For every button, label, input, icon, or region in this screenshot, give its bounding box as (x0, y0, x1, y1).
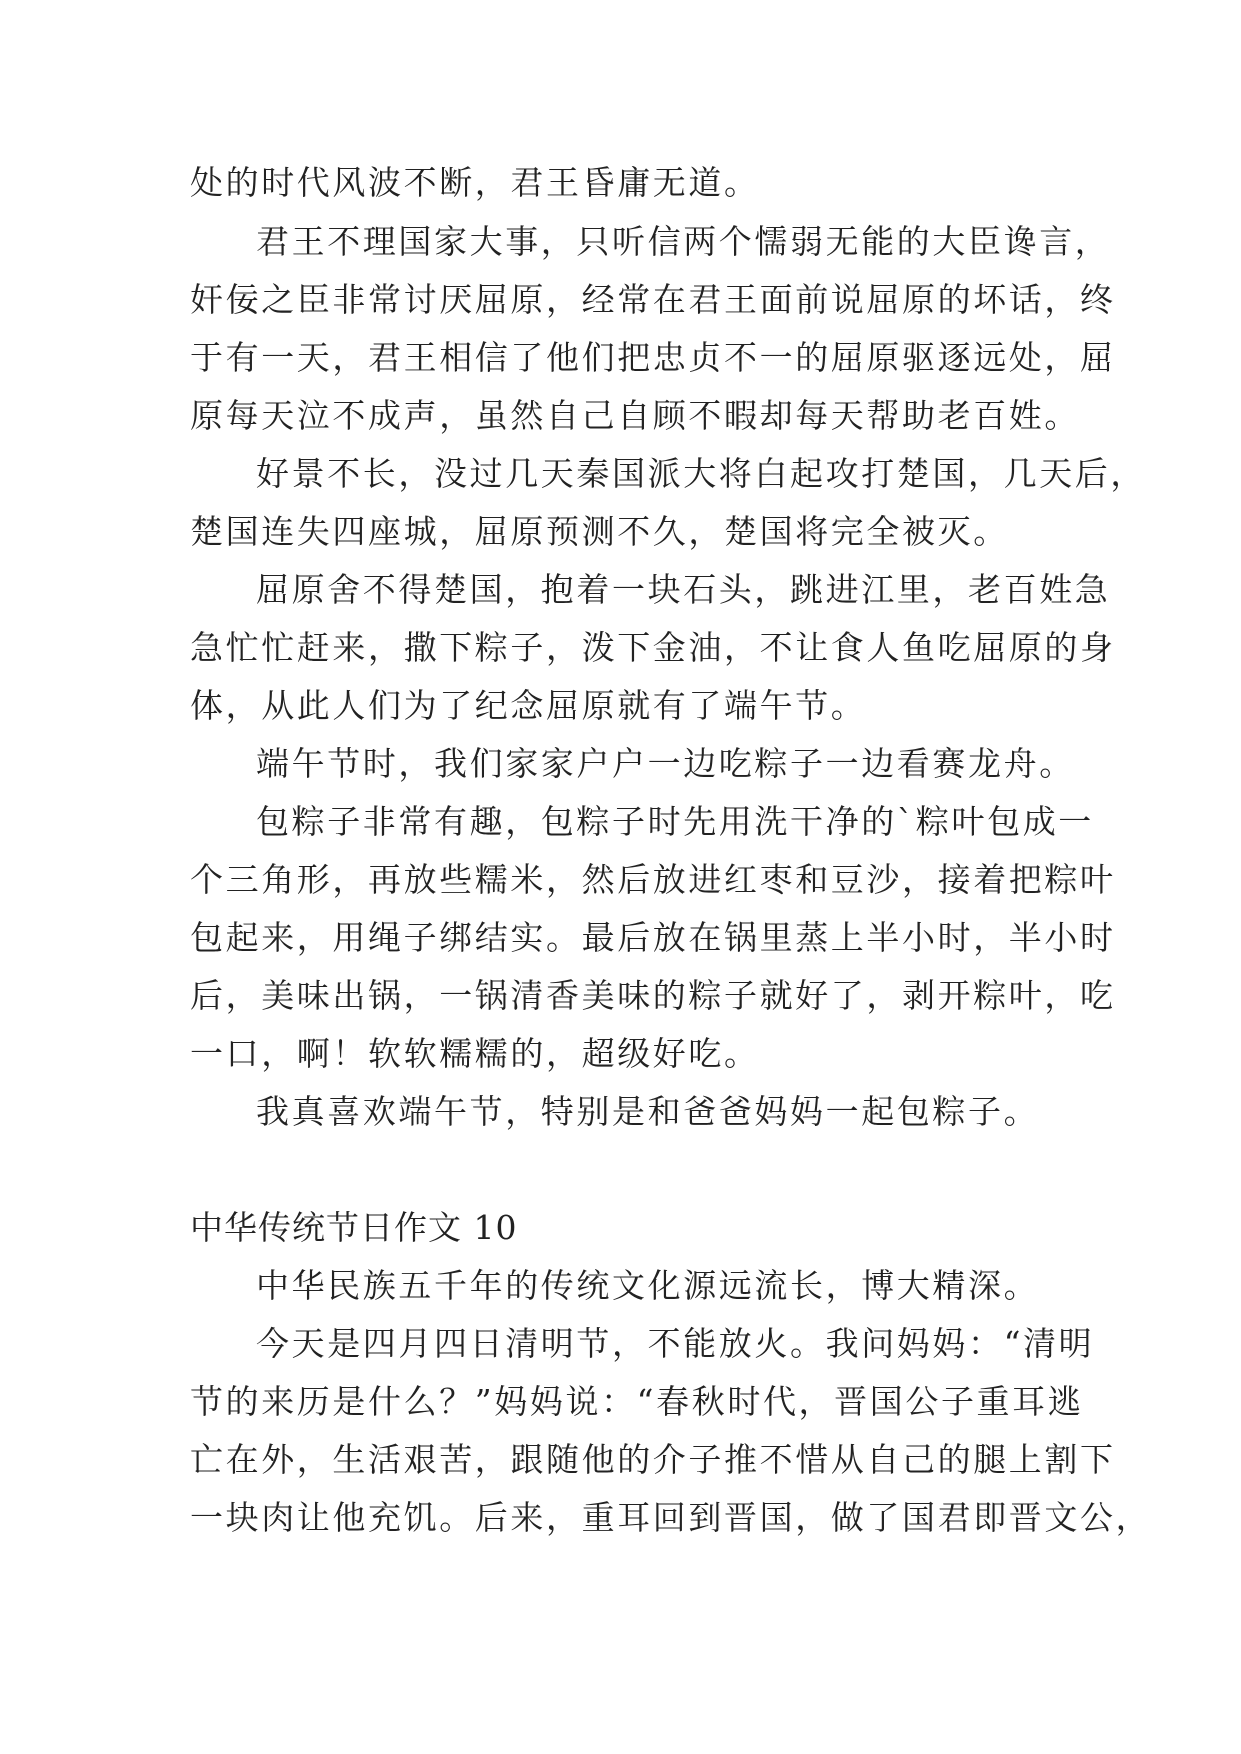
section-title: 中华传统节日作文 10 (190, 1208, 518, 1247)
text-line: 于有一天，君王相信了他们把忠贞不一的屈原驱逐远处，屈 (190, 338, 1116, 377)
text-line: 急忙忙赶来，撒下粽子，泼下金油，不让食人鱼吃屈原的身 (190, 628, 1116, 667)
text-line: 原每天泣不成声，虽然自己自顾不暇却每天帮助老百姓。 (190, 396, 1080, 435)
text-line: 好景不长，没过几天秦国派大将白起攻打楚国，几天后， (256, 454, 1146, 493)
text-line: 一块肉让他充饥。后来，重耳回到晋国，做了国君即晋文公， (190, 1498, 1152, 1537)
text-line: 处的时代风波不断，君王昏庸无道。 (190, 163, 760, 202)
text-line: 包起来，用绳子绑结实。最后放在锅里蒸上半小时，半小时 (190, 918, 1116, 957)
text-line: 包粽子非常有趣，包粽子时先用洗干净的`粽叶包成一 (256, 802, 1094, 841)
text-line: 亡在外，生活艰苦，跟随他的介子推不惜从自己的腿上割下 (190, 1440, 1116, 1479)
text-line: 端午节时，我们家家户户一边吃粽子一边看赛龙舟。 (256, 744, 1075, 783)
text-line: 楚国连失四座城，屈原预测不久，楚国将完全被灭。 (190, 512, 1009, 551)
text-line: 个三角形，再放些糯米，然后放进红枣和豆沙，接着把粽叶 (190, 860, 1116, 899)
text-line: 后，美味出锅，一锅清香美味的粽子就好了，剥开粽叶，吃 (190, 976, 1116, 1015)
text-line: 君王不理国家大事，只听信两个懦弱无能的大臣谗言， (256, 222, 1111, 261)
text-line: 屈原舍不得楚国，抱着一块石头，跳进江里，老百姓急 (256, 570, 1111, 609)
text-line: 体，从此人们为了纪念屈原就有了端午节。 (190, 686, 867, 725)
text-line: 今天是四月四日清明节，不能放火。我问妈妈：“清明 (256, 1324, 1095, 1363)
text-line: 中华民族五千年的传统文化源远流长，博大精深。 (256, 1266, 1040, 1305)
text-line: 我真喜欢端午节，特别是和爸爸妈妈一起包粽子。 (256, 1092, 1040, 1131)
text-line: 节的来历是什么？”妈妈说：“春秋时代，晋国公子重耳逃 (190, 1382, 1084, 1421)
text-line: 一口，啊！软软糯糯的，超级好吃。 (190, 1034, 760, 1073)
text-line: 奸佞之臣非常讨厌屈原，经常在君王面前说屈原的坏话，终 (190, 280, 1116, 319)
